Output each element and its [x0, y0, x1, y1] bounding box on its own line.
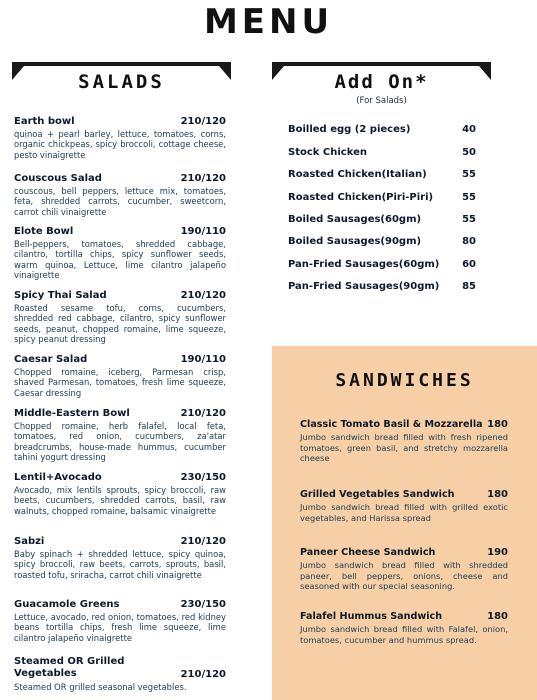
- addon-name: Pan-Fried Sausages(90gm): [288, 281, 440, 292]
- salads-heading: SALADS: [78, 71, 165, 93]
- sandwich-price: 180: [487, 611, 508, 622]
- addon-item: [288, 147, 476, 158]
- salad-price: 190/110: [180, 226, 226, 237]
- salad-name: Middle-Eastern Bowl: [14, 408, 130, 419]
- addon-name: Boiled Sausages(60gm): [288, 214, 422, 225]
- addon-name: Boilled egg (2 pieces): [288, 124, 411, 135]
- salad-item: [14, 173, 226, 217]
- addon-name: Stock Chicken: [288, 147, 368, 158]
- sandwich-desc: Jumbo sandwich bread filled with grilled exotic vegetables, and Harissa spread: [300, 502, 508, 523]
- salad-price: 230/150: [180, 472, 226, 483]
- addon-price: 55: [462, 214, 476, 225]
- header-bar: [12, 62, 231, 66]
- addon-heading: Add On*: [334, 71, 429, 93]
- sandwich-name: Grilled Vegetables Sandwich: [300, 489, 455, 500]
- salad-desc: Lettuce, avocado, red onion, tomatoes, red kidney beans tortilla chips, fresh lime squeeze, lime cilantro jalapeño vinaigrette: [14, 612, 226, 643]
- addon-name: Roasted Chicken(Piri-Piri): [288, 192, 434, 203]
- addon-item: [288, 124, 476, 135]
- salad-price: 210/120: [180, 290, 226, 301]
- salad-desc: Avocado, mix lentils sprouts, spicy broccoli, raw beets, cucumbers, shredded carrots, basil, raw walnuts, chopped romaine, balsamic vinaigrette: [14, 485, 226, 516]
- sandwiches-heading: SANDWICHES: [335, 370, 474, 391]
- addon-item: [288, 214, 476, 225]
- salad-name: Steamed OR Grilled Vegetables: [14, 656, 125, 679]
- sandwich-name: Falafel Hummus Sandwich: [300, 611, 443, 622]
- addon-price: 60: [462, 259, 476, 270]
- addon-price: 55: [462, 169, 476, 180]
- salad-price: 230/150: [180, 599, 226, 610]
- salad-name: Spicy Thai Salad: [14, 290, 107, 301]
- salad-item: [14, 472, 226, 516]
- addon-price: 40: [462, 124, 476, 135]
- salad-price: 210/120: [180, 116, 226, 127]
- sandwich-price: 190: [487, 547, 508, 558]
- sandwich-desc: Jumbo sandwich bread filled with Falafel, onion, tomatoes, cucumber and hummus spread.: [300, 624, 508, 645]
- addon-name: Pan-Fried Sausages(60gm): [288, 259, 440, 270]
- salad-desc: Baby spinach + shredded lettuce, spicy quinoa, spicy broccoli, raw beets, carrots, sprouts, basil, roasted tofu, sriracha, carrot chili vinaigrette: [14, 549, 226, 580]
- salad-desc: Chopped romaine, iceberg, Parmesan crisp, shaved Parmesan, tomatoes, fresh lime squeeze, Caesar dressing: [14, 367, 226, 398]
- salad-name: Sabzi: [14, 536, 45, 547]
- salad-price: 210/120: [180, 408, 226, 419]
- salad-item: [14, 354, 226, 398]
- addon-item: [288, 281, 476, 292]
- sandwich-price: 180: [487, 419, 508, 430]
- addon-item: [288, 169, 476, 180]
- sandwich-item: [300, 419, 508, 464]
- salad-name: Lentil+Avocado: [14, 472, 102, 483]
- salad-item: [14, 599, 226, 643]
- addon-subheading: (For Salads): [356, 96, 407, 106]
- addon-item: [288, 236, 476, 247]
- sandwich-name: Classic Tomato Basil & Mozzarella: [300, 419, 483, 430]
- sandwich-item: [300, 489, 508, 523]
- salad-item: [14, 536, 226, 580]
- header-bar: [272, 62, 491, 66]
- salad-price: 210/120: [180, 173, 226, 184]
- salad-name: Guacamole Greens: [14, 599, 120, 610]
- salad-name: Caesar Salad: [14, 354, 88, 365]
- addon-name: Roasted Chicken(Italian): [288, 169, 427, 180]
- salad-desc: Roasted sesame tofu, corns, cucumbers, shredded red cabbage, cilantro, spicy sunflower seeds, peanut, chopped romaine, lime squeeze, spicy peanut dressing: [14, 303, 226, 344]
- salads-header: [12, 62, 231, 96]
- sandwich-desc: Jumbo sandwich bread filled with shredded paneer, bell peppers, onions, cheese and seasoned with our special seasoning.: [300, 560, 508, 591]
- salad-name: Earth bowl: [14, 116, 75, 127]
- salad-desc: Steamed OR grilled seasonal vegetables.: [14, 682, 187, 692]
- salad-item: [14, 116, 226, 160]
- salad-desc: couscous, bell peppers, lettuce mix, tomatoes, feta, shredded carrots, cucumber, sweetcorn, carrot chili vinaigrette: [14, 186, 226, 217]
- menu-title: MENU: [203, 2, 334, 42]
- sandwich-item: [300, 547, 508, 592]
- sandwiches-panel: [272, 346, 537, 700]
- salad-price: 190/110: [180, 354, 226, 365]
- addon-item: [288, 192, 476, 203]
- salad-desc: quinoa + pearl barley, lettuce, tomatoes, corns, organic chickpeas, spicy broccoli, cottage cheese, pesto vinaigrette: [14, 129, 226, 160]
- addon-header: [272, 62, 491, 106]
- addon-price: 55: [462, 192, 476, 203]
- salad-item: [14, 226, 226, 280]
- salad-item: [14, 290, 226, 344]
- salad-price: 210/120: [180, 536, 226, 547]
- salad-name: Elote Bowl: [14, 226, 74, 237]
- salad-name: Couscous Salad: [14, 173, 102, 184]
- sandwich-item: [300, 611, 508, 645]
- salad-item: [14, 656, 226, 692]
- salad-item: [14, 408, 226, 462]
- addon-item: [288, 259, 476, 270]
- sandwich-name: Paneer Cheese Sandwich: [300, 547, 436, 558]
- sandwich-price: 180: [487, 489, 508, 500]
- salad-price: 210/120: [180, 669, 226, 680]
- salad-desc: Bell-peppers, tomatoes, shredded cabbage, cilantro, tortilla chips, spicy sunflower seeds, warm quinoa, Lettuce, lime cilantro jalapeño vinaigrette: [14, 239, 226, 280]
- addon-name: Boiled Sausages(90gm): [288, 236, 422, 247]
- addon-price: 80: [462, 236, 476, 247]
- addon-price: 50: [462, 147, 476, 158]
- salad-desc: Chopped romaine, herb falafel, local feta, tomatoes, red onion, cucumbers, za'atar breadcrumbs, house-made hummus, cucumber tahini yogurt dressing: [14, 421, 226, 462]
- sandwich-desc: Jumbo sandwich bread filled with fresh ripened tomatoes, green basil, and stretchy mozzarella cheese: [300, 432, 508, 463]
- addon-price: 85: [462, 281, 476, 292]
